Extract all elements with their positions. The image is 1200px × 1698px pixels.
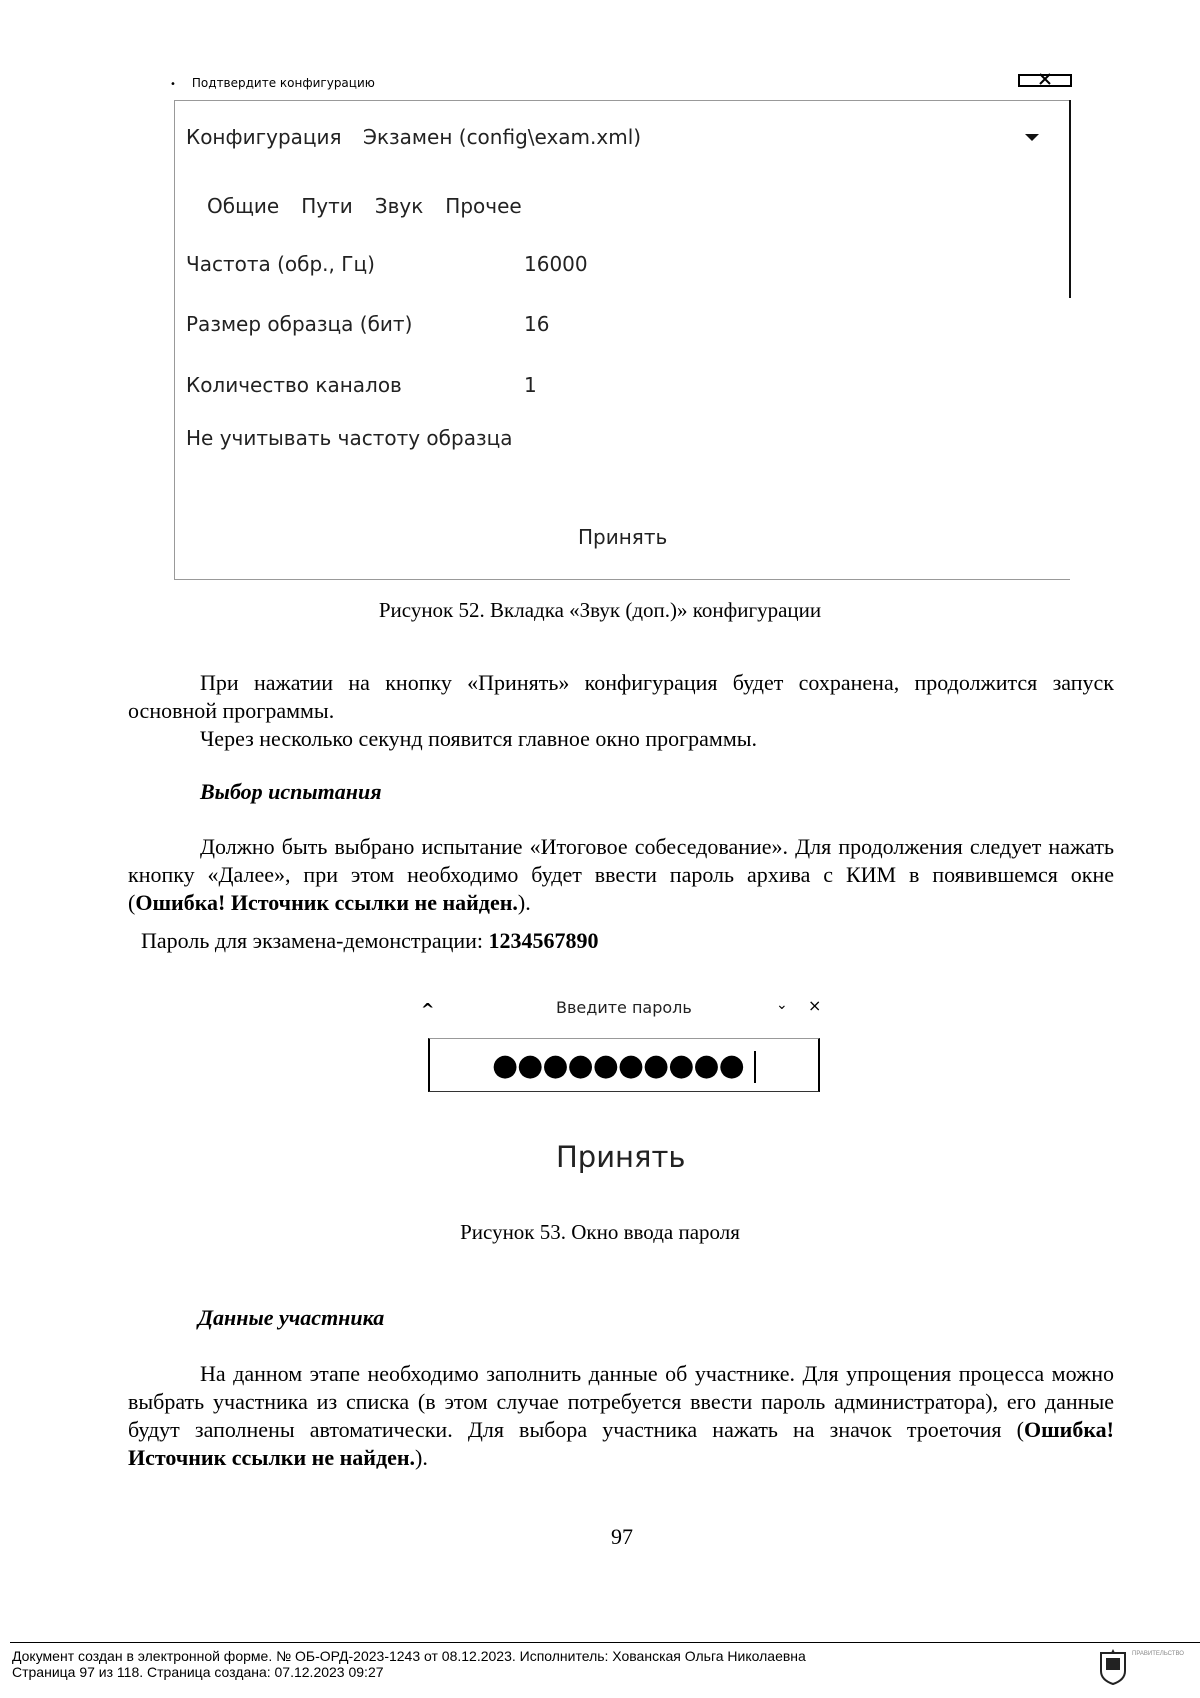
password-window-title: Введите пароль [556, 998, 692, 1017]
paragraph-end: ). [517, 890, 531, 915]
configuration-label: Конфигурация [186, 125, 342, 149]
sample-rate-label: Частота (обр., Гц) [186, 252, 375, 276]
seal-caption: ПРАВИТЕЛЬСТВО [1132, 1651, 1184, 1657]
close-icon[interactable]: × [808, 996, 822, 1015]
reference-error: Ошибка! Источник ссылки не найден. [128, 1417, 1114, 1470]
figure-52-caption: Рисунок 52. Вкладка «Звук (доп.)» конфигурации [378, 598, 822, 622]
heading-test-selection: Выбор испытания [200, 779, 382, 804]
reference-error: Ошибка! Источник ссылки не найден. [135, 890, 518, 915]
password-masked-value: ●●●●●●●●●● [492, 1048, 744, 1083]
ignore-sample-rate-option[interactable]: Не учитывать частоту образца [186, 426, 513, 450]
configuration-select-value[interactable]: Экзамен (config\exam.xml) [363, 125, 642, 149]
demo-password-value: 1234567890 [488, 928, 599, 953]
paragraph-text: На данном этапе необходимо заполнить данные об участнике. Для упрощения процесса можно выбрать участника из списка (в этом случае потребуется ввести пароль администратора), его данные будут заполнены автоматически. Для выбора участника нажать на значок троеточия ( [128, 1361, 1114, 1442]
demo-password-label: Пароль для экзамена-демонстрации: [141, 928, 489, 953]
chevron-down-icon[interactable] [1025, 134, 1039, 141]
tab-sound[interactable]: Звук [374, 194, 424, 218]
apply-button[interactable]: Принять [578, 525, 668, 549]
paragraph-test-selection [128, 833, 1114, 917]
paragraph-accept: При нажатии на кнопку «Принять» конфигурация будет сохранена, продолжится запуск основной программы. [128, 670, 1114, 723]
config-dialog [174, 100, 1070, 580]
sample-rate-field[interactable]: 16000 [524, 252, 588, 276]
close-icon[interactable] [1018, 70, 1072, 88]
sample-size-label: Размер образца (бит) [186, 312, 413, 336]
channel-count-field[interactable]: 1 [524, 373, 537, 397]
paragraph-text: Должно быть выбрано испытание «Итоговое собеседование». Для продолжения следует нажать кнопку «Далее», при этом необходимо будет ввести пароль архива с КИМ в появившемся окне ( [128, 834, 1114, 915]
accept-button[interactable]: Принять [556, 1140, 686, 1174]
paragraph-main-window: Через несколько секунд появится главное окно программы. [200, 726, 758, 751]
tab-other[interactable]: Прочее [445, 194, 522, 218]
window-title-text: Подтвердите конфигурацию [191, 76, 375, 90]
tab-paths[interactable]: Пути [301, 194, 353, 218]
figure-53-caption: Рисунок 53. Окно ввода пароля [460, 1220, 740, 1244]
heading-participant-data: Данные участника [198, 1305, 385, 1330]
demo-password-line [141, 928, 599, 954]
text-cursor [754, 1051, 756, 1083]
paragraph-end: ). [415, 1445, 428, 1470]
chevron-down-icon[interactable]: ⌄ [776, 997, 788, 1013]
window-bullet: • [170, 79, 176, 90]
caret-up-icon[interactable]: ^ [421, 1000, 435, 1019]
page-number: 97 [611, 1524, 633, 1549]
channel-count-label: Количество каналов [186, 373, 402, 397]
config-window-title [170, 76, 375, 90]
scrollbar[interactable] [1069, 100, 1071, 298]
sample-size-field[interactable]: 16 [524, 312, 550, 336]
emblem-icon [1098, 1647, 1128, 1685]
config-tabs [207, 194, 522, 218]
tab-general[interactable]: Общие [207, 194, 280, 218]
paragraph-participant-data [128, 1360, 1114, 1472]
footer-divider [10, 1642, 1200, 1643]
footer-page-info: Страница 97 из 118. Страница создана: 07.12.2023 09:27 [12, 1664, 384, 1680]
footer-document-info: Документ создан в электронной форме. № ОБ-ОРД-2023-1243 от 08.12.2023. Исполнитель: Хованская Ольга Николаевна [12, 1648, 806, 1664]
